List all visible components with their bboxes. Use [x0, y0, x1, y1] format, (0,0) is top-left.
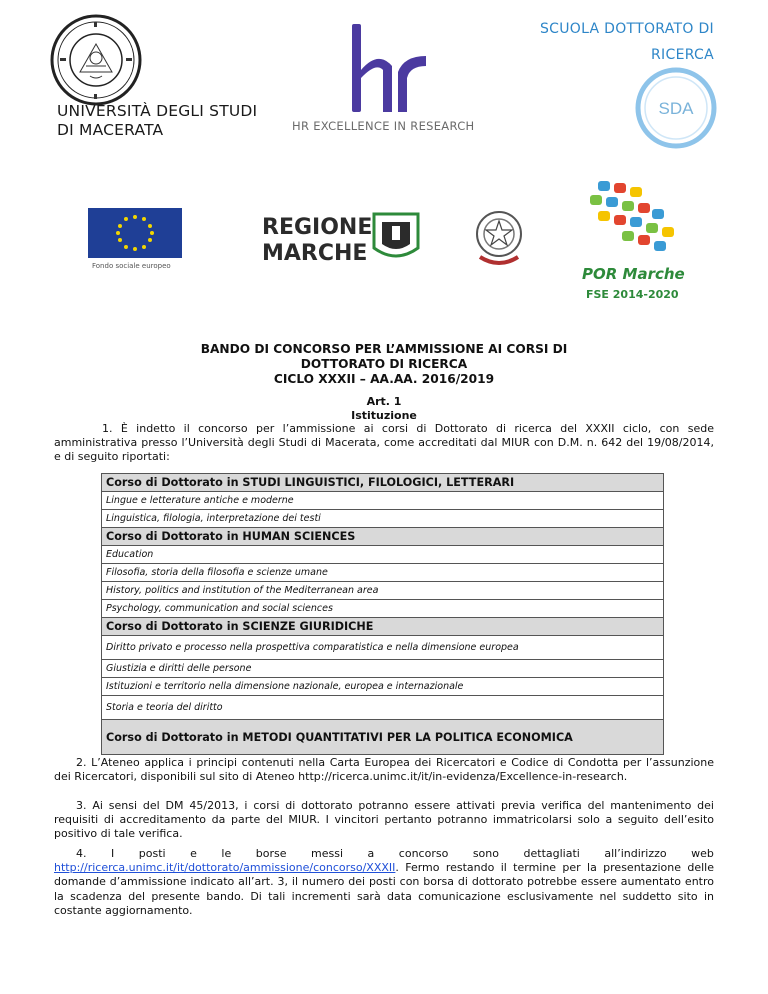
curriculum-name: Lingue e letterature antiche e moderne	[102, 492, 664, 510]
regione-line2: MARCHE	[262, 241, 368, 266]
italian-republic-emblem	[472, 207, 526, 269]
title-line1: BANDO DI CONCORSO PER L’AMMISSIONE AI CORSI DI	[200, 342, 568, 356]
curriculum-row	[102, 564, 664, 582]
curriculum-name: Storia e teoria del diritto	[102, 696, 664, 720]
university-name-line1: UNIVERSITÀ DEGLI STUDI	[57, 102, 258, 120]
curriculum-name: Linguistica, filologia, interpretazione dei testi	[102, 510, 664, 528]
course-header-row	[102, 474, 664, 492]
courses-table	[101, 473, 664, 755]
title-line3: CICLO XXXII – AA.AA. 2016/2019	[273, 372, 495, 386]
eu-caption: Fondo sociale europeo	[92, 262, 171, 270]
curriculum-name: Filosofia, storia della filosofia e scienze umane	[102, 564, 664, 582]
curriculum-row	[102, 696, 664, 720]
regione-line1: REGIONE	[262, 215, 373, 240]
article-title: Istituzione	[351, 408, 417, 422]
course-header-row	[102, 618, 664, 636]
curriculum-row	[102, 582, 664, 600]
p4-word: borse	[255, 847, 287, 860]
paragraph-4-rest: . Fermo restando il termine per la presentazione delle domande d’ammissione indicato all’art. 3, il numero dei posti con borsa di dottorato potrebbe essere aumentato entro la scadenza del presente bando. Di tali incrementi sarà data comunicazione esclusivamente nel suddetto sito in costante aggiornamento.	[54, 861, 714, 917]
curriculum-row	[102, 492, 664, 510]
p4-word: 4.	[76, 847, 87, 860]
por-years: FSE 2014-2020	[586, 288, 679, 301]
p4-word: posti	[138, 847, 166, 860]
curriculum-name: Education	[102, 546, 664, 564]
p4-word: concorso	[398, 847, 449, 860]
hr-tagline: HR EXCELLENCE IN RESEARCH	[292, 119, 475, 133]
course-title: Corso di Dottorato in SCIENZE GIURIDICHE	[102, 618, 664, 636]
paragraph-4-first-line	[54, 847, 714, 861]
curriculum-name: Istituzioni e territorio nella dimensione nazionale, europea e internazionale	[102, 678, 664, 696]
document-title	[0, 342, 768, 387]
curriculum-name: History, politics and institution of the Mediterranean area	[102, 582, 664, 600]
concorso-link[interactable]: http://ricerca.unimc.it/it/dottorato/ammissione/concorso/XXXII	[54, 861, 396, 875]
title-line2: DOTTORATO DI RICERCA	[300, 357, 468, 371]
curriculum-name: Giustizia e diritti delle persone	[102, 660, 664, 678]
school-title-line2: RICERCA	[651, 47, 714, 63]
paragraph-3: 3. Ai sensi del DM 45/2013, i corsi di dottorato potranno essere attivati previa verifica del mantenimento dei requisiti di accreditamento da parte del MIUR. I vincitori pertanto potranno immatricolarsi solo a seguito dell’esito positivo di tale verifica.	[54, 799, 714, 841]
p4-word: dettagliati	[523, 847, 580, 860]
p4-word: sono	[472, 847, 499, 860]
course-title: Corso di Dottorato in HUMAN SCIENCES	[102, 528, 664, 546]
p4-word: all’indirizzo	[604, 847, 667, 860]
course-header-row	[102, 720, 664, 755]
hr-excellence-logo	[348, 22, 430, 114]
eu-stars-icon	[88, 208, 182, 258]
sda-logo	[634, 66, 718, 150]
p4-word: messi	[311, 847, 344, 860]
paragraph-1: 1. È indetto il concorso per l’ammissione ai corsi di Dottorato di ricerca del XXXII ciclo, con sede amministrativa presso l’Università degli Studi di Macerata, come accreditati dal MIUR con D.M. n. 642 del 19/08/2014, e di seguito riportati:	[54, 422, 714, 464]
curriculum-row	[102, 660, 664, 678]
course-header-row	[102, 528, 664, 546]
p4-word: I	[111, 847, 115, 860]
school-title-line1: SCUOLA DOTTORATO DI	[539, 21, 714, 37]
eu-flag-icon	[88, 208, 182, 258]
regione-marche-logo	[262, 210, 422, 266]
p4-word: a	[367, 847, 375, 860]
curriculum-row	[102, 510, 664, 528]
p4-word: le	[221, 847, 232, 860]
sda-logo-text: SDA	[658, 99, 694, 118]
paragraph-4-body	[54, 861, 714, 918]
course-title: Corso di Dottorato in STUDI LINGUISTICI, FILOLOGICI, LETTERARI	[102, 474, 664, 492]
curriculum-row	[102, 678, 664, 696]
university-name	[57, 102, 257, 140]
curriculum-name: Psychology, communication and social sciences	[102, 600, 664, 618]
por-marche-logo	[576, 175, 688, 303]
article-heading	[0, 395, 768, 422]
curriculum-row	[102, 636, 664, 660]
university-name-line2: DI MACERATA	[57, 121, 164, 139]
eu-flag-logo	[88, 208, 182, 280]
school-title	[494, 16, 714, 68]
course-title: Corso di Dottorato in METODI QUANTITATIVI PER LA POLITICA ECONOMICA	[102, 720, 664, 755]
paragraph-2: 2. L’Ateneo applica i principi contenuti nella Carta Europea dei Ricercatori e Codice di Condotta per l’assunzione dei Ricercatori, disponibili sul sito di Ateneo http://ricerca.unimc.it/it/in-evidenza/Excellence-in-research.	[54, 756, 714, 784]
curriculum-name: Diritto privato e processo nella prospettiva comparatistica e nella dimensione europea	[102, 636, 664, 660]
article-number: Art. 1	[366, 395, 402, 408]
p4-word: e	[190, 847, 197, 860]
por-text: POR Marche	[582, 265, 685, 283]
paragraph-4	[54, 847, 714, 918]
curriculum-row	[102, 546, 664, 564]
p4-word: web	[691, 847, 714, 860]
university-seal-logo	[50, 14, 142, 106]
curriculum-row	[102, 600, 664, 618]
